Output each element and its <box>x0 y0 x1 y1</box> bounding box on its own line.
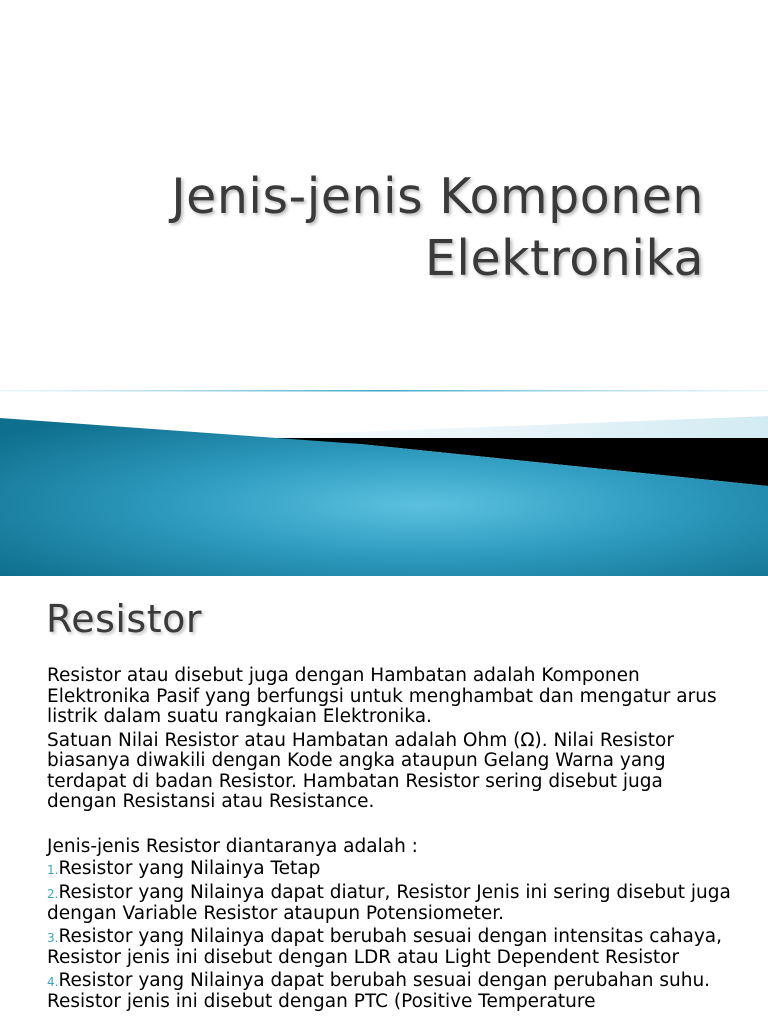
list-item-text: Resistor yang Nilainya dapat berubah sesuai dengan perubahan suhu. Resistor jenis ini disebut dengan PTC (Positive Temperature <box>47 969 711 1012</box>
thin-accent-line <box>0 390 768 392</box>
resistor-slide <box>0 576 768 1024</box>
list-item <box>47 859 737 881</box>
paragraph-definition: Resistor atau disebut juga dengan Hambatan adalah Komponen Elektronika Pasif yang berfungsi untuk menghambat dan mengatur arus listrik dalam suatu rangkaian Elektronika. <box>47 665 717 727</box>
slide-title-line-1: Jenis-jenis Komponen <box>171 168 704 225</box>
decorative-wave-banner <box>0 380 768 576</box>
slide-title <box>64 166 704 290</box>
list-number: 2. <box>47 886 59 901</box>
list-number: 1. <box>47 863 59 877</box>
list-item-text: Resistor yang Nilainya Tetap <box>58 858 321 879</box>
list-number: 3. <box>47 930 59 945</box>
list-item <box>47 883 737 925</box>
list-number: 4. <box>47 974 59 989</box>
list-item <box>47 927 737 969</box>
list-item-text: Resistor yang Nilainya dapat berubah sesuai dengan intensitas cahaya, Resistor jenis ini disebut dengan LDR atau Light Dependent Resistor <box>47 925 723 968</box>
slide-title-line-2: Elektronika <box>424 230 704 287</box>
list-item-text: Resistor yang Nilainya dapat diatur, Resistor Jenis ini sering disebut juga dengan Variable Resistor ataupun Potensiometer. <box>47 881 731 924</box>
paragraph-unit: Satuan Nilai Resistor atau Hambatan adalah Ohm (Ω). Nilai Resistor biasanya diwakili dengan Kode angka ataupun Gelang Warna yang terdapat di badan Resistor. Hambatan Resistor sering disebut juga dengan Resistansi atau Resistance. <box>47 729 674 812</box>
list-intro: Jenis-jenis Resistor diantaranya adalah : <box>47 835 418 857</box>
slide-heading: Resistor <box>46 597 202 641</box>
list-item <box>47 971 737 1013</box>
slide-body <box>47 666 737 1013</box>
light-blue-band <box>200 416 768 440</box>
